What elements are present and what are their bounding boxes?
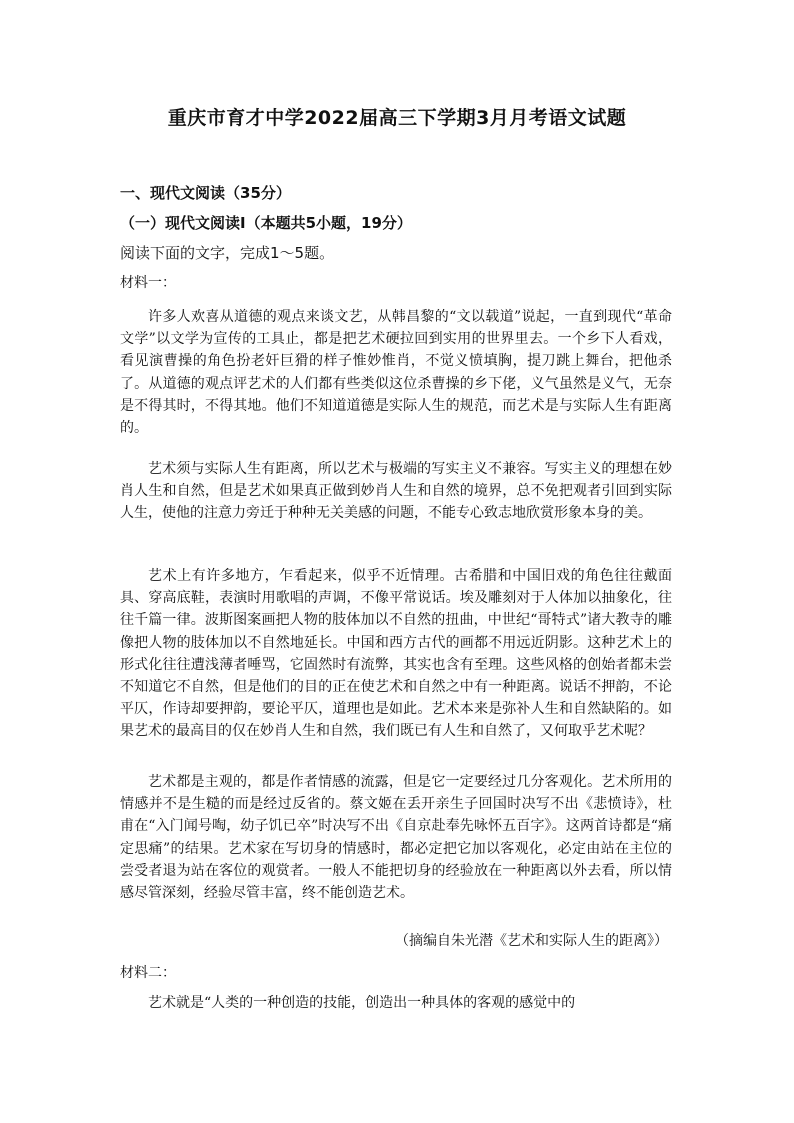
section-heading: 一、现代文阅读（35分） — [120, 184, 291, 202]
material2-label: 材料二： — [120, 965, 176, 981]
material1-label: 材料一： — [120, 275, 176, 291]
material1-paragraph-2: 艺术须与实际人生有距离，所以艺术与极端的写实主义不兼容。写实主义的理想在妙肖人生和自然，但是艺术如果真正做到妙肖人生和自然的境界，总不免把观者引回到实际人生，使他的注意力旁迁于种种无关美感的问题，不能专心致志地欣赏形象本身的美。 — [120, 461, 672, 522]
material1-paragraph-1: 许多人欢喜从道德的观点来谈文艺，从韩昌黎的“文以载道”说起，一直到现代“革命文学”以文学为宣传的工具止，都是把艺术硬拉回到实用的世界里去。一个乡下人看戏，看见演曹操的角色扮老奸巨猾的样子惟妙惟肖，不觉义愤填胸，提刀跳上舞台，把他杀了。从道德的观点评艺术的人们都有些类似这位杀曹操的乡下佬，义气虽然是义气，无奈是不得其时，不得其地。他们不知道道德是实际人生的规范，而艺术是与实际人生有距离的。 — [120, 309, 672, 437]
material1-paragraph-4: 艺术都是主观的，都是作者情感的流露，但是它一定要经过几分客观化。艺术所用的情感并不是生糙的而是经过反省的。蔡文姬在丢开亲生子回国时决写不出《悲愤诗》，杜甫在“入门闻号啕，幼子饥已卒”时决写不出《自京赴奉先咏怀五百字》。这两首诗都是“痛定思痛”的结果。艺术家在写切身的情感时，都必定把它加以客观化，必定由站在主位的尝受者退为站在客位的观赏者。一般人不能把切身的经验放在一种距离以外去看，所以情感尽管深刻，经验尽管丰富，终不能创造艺术。 — [120, 774, 672, 902]
subsection-heading: （一）现代文阅读Ⅰ（本题共5小题，19分） — [120, 214, 412, 232]
exam-title: 重庆市育才中学2022届高三下学期3月月考语文试题 — [167, 107, 627, 129]
material1-source: （摘编自朱光潜《艺术和实际人生的距离》） — [395, 933, 668, 949]
instruction-text: 阅读下面的文字，完成1～5题。 — [120, 244, 335, 262]
material1-paragraph-3: 艺术上有许多地方，乍看起来，似乎不近情理。古希腊和中国旧戏的角色往往戴面具、穿高底鞋，表演时用歌唱的声调，不像平常说话。埃及雕刻对于人体加以抽象化，往往千篇一律。波斯图案画把人物的肢体加以不自然的扭曲，中世纪“哥特式”诸大教寺的雕像把人物的肢体加以不自然地延长。中国和西方古代的画都不用远近阴影。这种艺术上的形式化往往遭浅薄者唾骂，它固然时有流弊，其实也含有至理。这些风格的创始者都未尝不知道它不自然，但是他们的目的正在使艺术和自然之中有一种距离。说话不押韵，不论平仄，作诗却要押韵，要论平仄，道理也是如此。艺术本来是弥补人生和自然缺陷的。如果艺术的最高目的仅在妙肖人生和自然，我们既已有人生和自然了，又何取乎艺术呢？ — [120, 568, 672, 740]
material2-paragraph-1: 艺术就是“人类的一种创造的技能，创造出一种具体的客观的感觉中的 — [148, 995, 576, 1011]
